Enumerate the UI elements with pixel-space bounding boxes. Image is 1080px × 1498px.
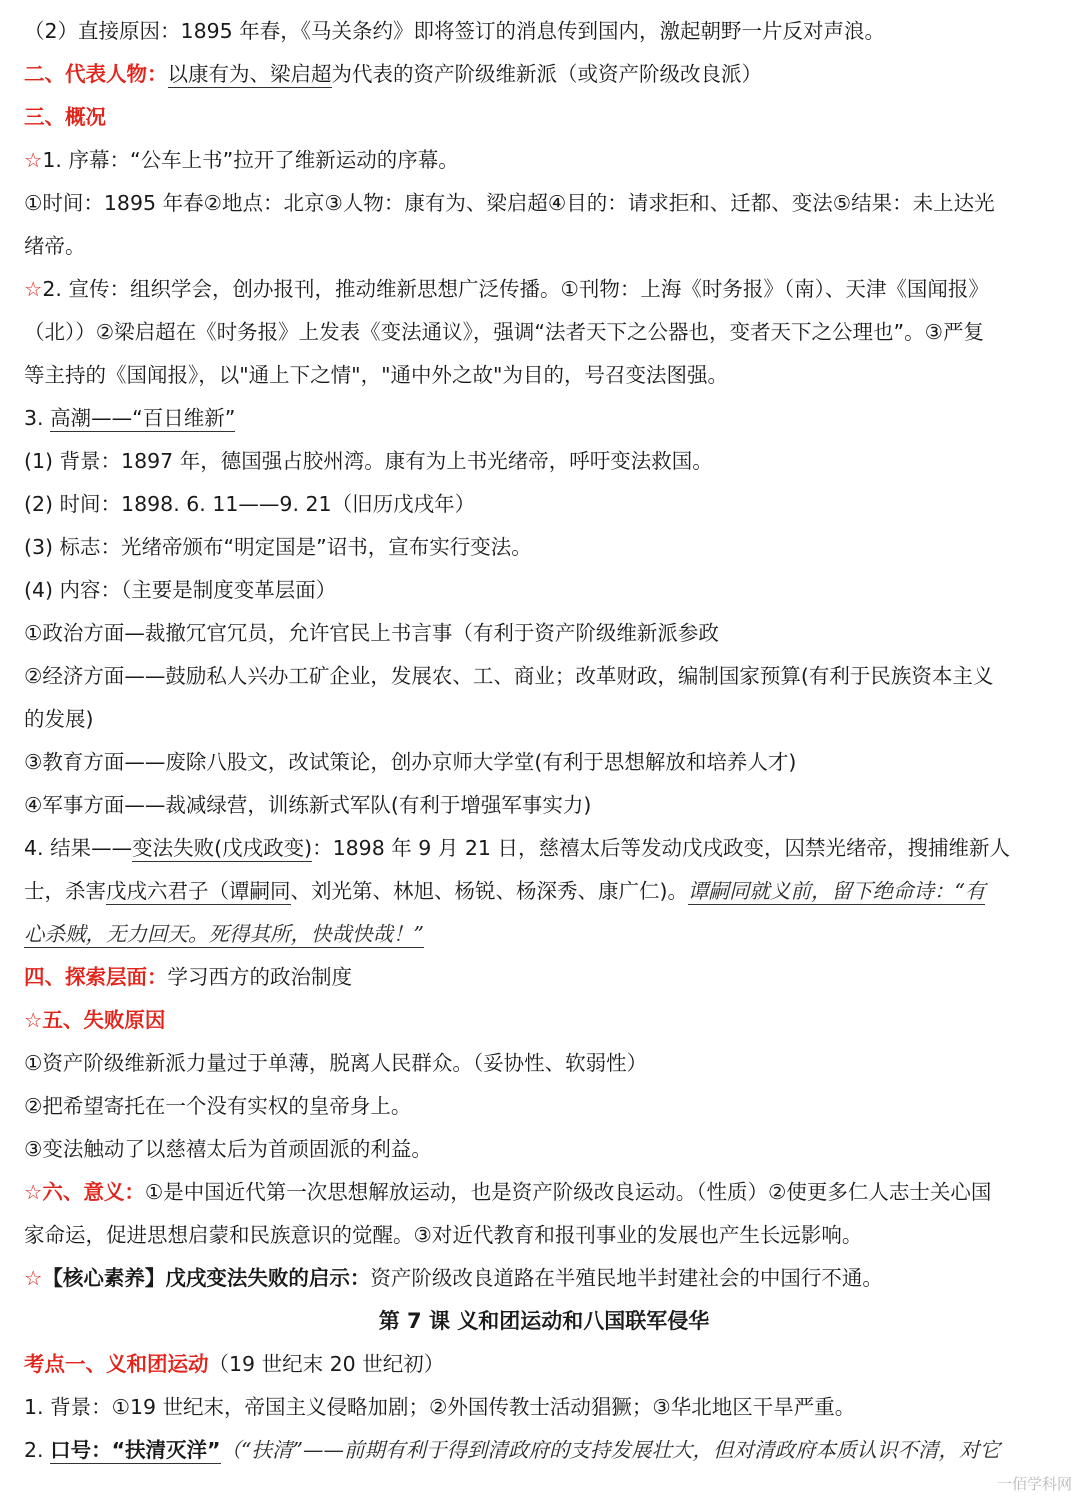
lesson-title: 第 7 课 义和团运动和八国联军侵华 <box>378 1309 710 1333</box>
text-line <box>24 870 1064 913</box>
text-line: ①政治方面—裁撤冗官冗员，允许官民上书言事（有利于资产阶级维新派参政 <box>24 621 719 645</box>
text-span: 2. <box>24 1438 51 1462</box>
text-line <box>24 268 1064 311</box>
text-line: 的发展) <box>24 707 94 731</box>
section-heading-overview: 三、概况 <box>24 105 106 129</box>
section-heading: 考点一、义和团运动 <box>24 1352 209 1376</box>
text-line: ②经济方面——鼓励私人兴办工矿企业，发展农、工、商业；改革财政，编制国家预算(有利于民族资本主义 <box>24 664 994 688</box>
text-line: （北））②梁启超在《时务报》上发表《变法通议》，强调“法者天下之公器也，变者天下之公理也”。③严复 <box>24 320 984 344</box>
text-line: ③教育方面——废除八股文，改试策论，创办京师大学堂(有利于思想解放和培养人才) <box>24 750 797 774</box>
text-line: (4) 内容：（主要是制度变革层面） <box>24 578 337 602</box>
section-heading: 二、代表人物： <box>24 62 168 86</box>
text-span: 1. 序幕：“公车上书”拉开了维新运动的序幕。 <box>42 148 459 172</box>
text-span: 学习西方的政治制度 <box>167 965 352 989</box>
star-icon: ☆ <box>24 148 43 172</box>
text-line: 等主持的《国闻报》，以"通上下之情"，"通中外之故"为目的，号召变法图强。 <box>24 363 728 387</box>
bold-label: 【核心素养】戊戌变法失败的启示： <box>42 1266 371 1290</box>
handwritten-note: （“扶清”——前期有利于得到清政府的支持发展壮大，但对清政府本质认识不清，对它 <box>220 1438 1000 1462</box>
text-line: 绪帝。 <box>24 234 86 258</box>
text-span: 为代表的资产阶级维新派（或资产阶级改良派） <box>331 62 762 86</box>
section-heading-boxer <box>24 1343 1064 1386</box>
text-line <box>24 1429 1064 1472</box>
text-line: 1. 背景：①19 世纪末，帝国主义侵略加剧；②外国传教士活动猖獗；③华北地区干旱严重。 <box>24 1395 856 1419</box>
document-page <box>24 10 1064 1472</box>
underlined-text: 口号：“扶清灭洋” <box>50 1438 221 1462</box>
text-line: ①时间：1895 年春②地点：北京③人物：康有为、梁启超④目的：请求拒和、迁都、变法⑤结果：未上达光 <box>24 191 995 215</box>
text-span: 2. 宣传：组织学会，创办报刊，推动维新思想广泛传播。①刊物：上海《时务报》（南）、天津《国闻报》 <box>42 277 989 301</box>
text-span: 4. 结果—— <box>24 836 133 860</box>
underlined-text: 戊戌六君子（谭嗣同 <box>106 879 291 903</box>
section-heading-exploration <box>24 956 1064 999</box>
text-span: 、刘光第、林旭、杨锐、杨深秀、康广仁)。 <box>290 879 688 903</box>
text-line: (3) 标志：光绪帝颁布“明定国是”诏书，宣布实行变法。 <box>24 535 532 559</box>
section-heading-representatives <box>24 53 1064 96</box>
text-line: 家命运，促进思想启蒙和民族意识的觉醒。③对近代教育和报刊事业的发展也产生长远影响。 <box>24 1223 863 1247</box>
underlined-text: 高潮——“百日维新” <box>50 406 236 430</box>
star-icon: ☆ <box>24 277 43 301</box>
section-heading: ☆六、意义： <box>24 1180 145 1204</box>
text-line: ①资产阶级维新派力量过于单薄，脱离人民群众。（妥协性、软弱性） <box>24 1051 648 1075</box>
underlined-text: 以康有为、梁启超 <box>167 62 332 86</box>
text-span: （19 世纪末 20 世纪初） <box>208 1352 445 1376</box>
star-icon: ☆ <box>24 1266 43 1290</box>
text-span: ：1898 年 9 月 21 日，慈禧太后等发动戊戌政变，囚禁光绪帝，搜捕维新人 <box>312 836 1010 860</box>
text-span: 士，杀害 <box>24 879 106 903</box>
section-heading-failure-reasons: ☆五、失败原因 <box>24 1008 166 1032</box>
text-line <box>24 139 1064 182</box>
underlined-text: 变法失败(戊戌政变) <box>132 836 313 860</box>
text-line: (1) 背景：1897 年，德国强占胶州湾。康有为上书光绪帝，呼吁变法救国。 <box>24 449 713 473</box>
text-line: ③变法触动了以慈禧太后为首顽固派的利益。 <box>24 1137 432 1161</box>
text-line: ②把希望寄托在一个没有实权的皇帝身上。 <box>24 1094 412 1118</box>
text-line <box>24 397 1064 440</box>
section-heading: 四、探索层面： <box>24 965 168 989</box>
text-line <box>24 1257 1064 1300</box>
text-span: 3. <box>24 406 51 430</box>
text-line: (2) 时间：1898. 6. 11——9. 21（旧历戊戌年） <box>24 492 476 516</box>
section-heading-significance <box>24 1171 1064 1214</box>
text-span: 资产阶级改良道路在半殖民地半封建社会的中国行不通。 <box>370 1266 883 1290</box>
text-line <box>24 827 1064 870</box>
watermark: 一佰学科网 <box>996 1475 1072 1493</box>
text-line: ④军事方面——裁减绿营，训练新式军队(有利于增强军事实力) <box>24 793 592 817</box>
handwritten-note: 心杀贼，无力回天。死得其所，快哉快哉！” <box>24 922 424 946</box>
handwritten-note: 谭嗣同就义前，留下绝命诗：“有 <box>688 879 986 903</box>
text-line: （2）直接原因：1895 年春，《马关条约》即将签订的消息传到国内，激起朝野一片反对声浪。 <box>24 19 885 43</box>
text-line <box>24 913 1064 956</box>
text-span: ①是中国近代第一次思想解放运动，也是资产阶级改良运动。（性质）②使更多仁人志士关心国 <box>144 1180 992 1204</box>
